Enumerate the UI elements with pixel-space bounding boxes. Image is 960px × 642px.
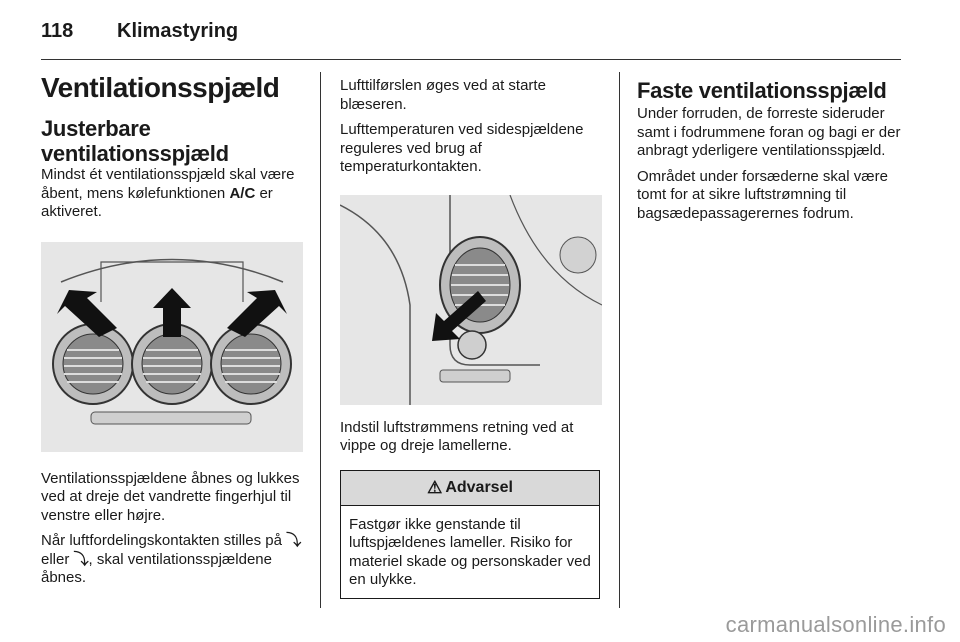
temperature-knob-icon [458, 331, 486, 359]
column-2 [340, 77, 602, 599]
warning-title: Advarsel [445, 478, 513, 496]
chapter-title: Klimastyring [117, 20, 239, 42]
paragraph-blower: Lufttilførslen øges ved at starte blæseren. [340, 77, 546, 113]
column-divider-2 [619, 72, 620, 608]
column-divider-1 [320, 72, 321, 608]
page-header [41, 20, 901, 44]
page-number: 118 [41, 20, 74, 42]
subsection-title: Justerbare ventilationsspjæld [41, 116, 229, 166]
warning-text: Fastgør ikke genstande til luftspjældenes lameller. Risiko for materiel skade og personskader ved en ulykke. [349, 515, 591, 588]
warning-triangle-icon: ⚠ [427, 477, 443, 497]
paragraph-direction: Indstil luftstrømmens retning ved at vippe og dreje lamellerne. [340, 418, 574, 454]
vent-right [211, 324, 291, 404]
paragraph-thumbwheel: Ventilationsspjældene åbnes og lukkes ved at dreje det vandrette fingerhjul til venstre eller højre. [41, 469, 300, 524]
vent-left [53, 324, 133, 404]
floor-symbol-icon: ⤵ [73, 550, 89, 568]
paragraph-temperature: Lufttemperaturen ved sidespjældene reguleres ved brug af temperaturkontakten. [340, 121, 584, 175]
air-dist-text-a: Når luftfordelingskontakten stilles på [41, 532, 287, 549]
warning-box [340, 470, 600, 599]
section-title: Ventilationsspjæld [41, 72, 280, 103]
fixed-vents-title: Faste ventilationsspjæld [637, 78, 887, 103]
column-1 [41, 72, 303, 595]
watermark: carmanualsonline.info [725, 612, 946, 637]
paragraph-ac [41, 166, 303, 222]
ac-symbol: A/C [229, 184, 256, 202]
paragraph-rear-footwell: Området under forsæderne skal være tomt for at sikre luftstrømning til bagsædepassagerernes fodrum. [637, 167, 888, 222]
paragraph-ac-tail: er aktiveret. [41, 184, 273, 220]
warning-header [341, 471, 599, 506]
dashboard-vents-illustration [41, 242, 303, 452]
floor-windscreen-symbol-icon: ⤵ [286, 532, 302, 549]
paragraph-air-distribution [41, 532, 303, 588]
header-divider [41, 59, 901, 60]
column-3 [637, 77, 903, 230]
side-vent-illustration [340, 195, 602, 405]
air-dist-text-b: eller [41, 550, 74, 568]
paragraph-ac-text: Mindst ét ventilationsspjæld skal være åbent, mens kølefunktionen [41, 166, 295, 202]
air-dist-text-c: , skal ventilationsspjældene åbnes. [41, 550, 272, 586]
warning-body [341, 506, 599, 598]
paragraph-fixed-vents: Under forruden, de forreste sideruder samt i fodrummene foran og bagi er der anbragt yderligere ventilationsspjæld. [637, 105, 901, 159]
